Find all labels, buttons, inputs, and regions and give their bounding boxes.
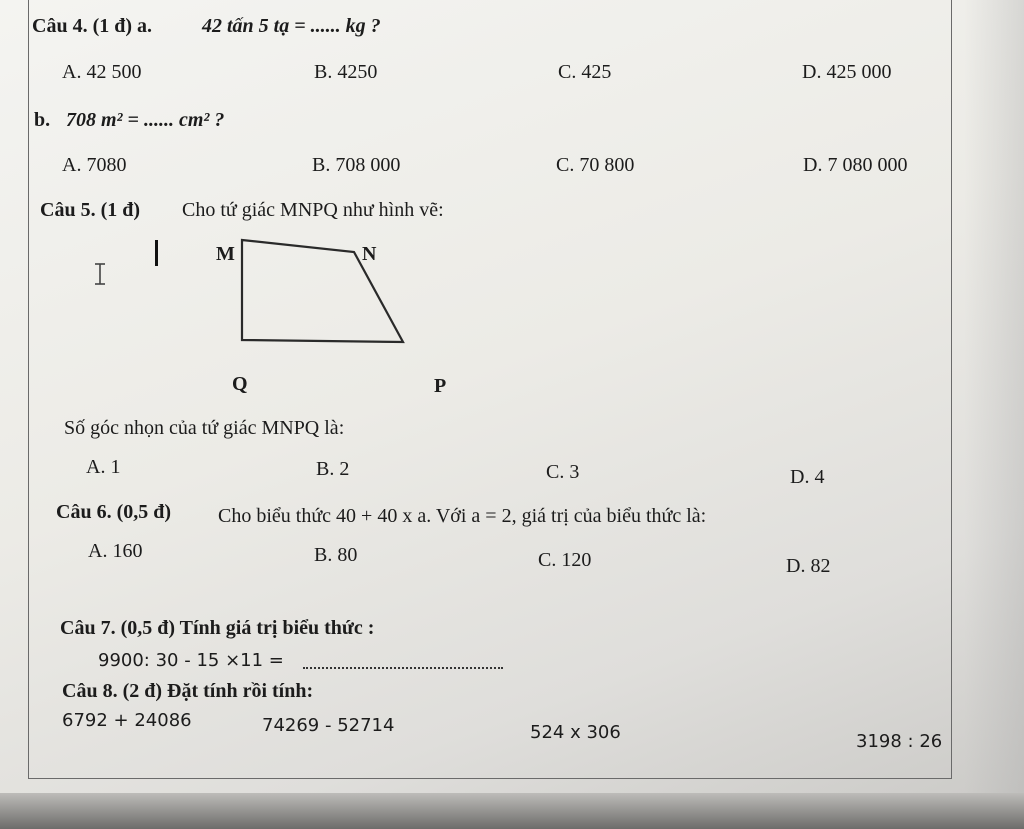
q8-title: Câu 8. (2 đ) Đặt tính rồi tính:	[62, 680, 314, 702]
q8-exercise-2: 74269 - 52714	[262, 715, 395, 736]
quadrilateral-shape	[242, 240, 403, 342]
q6-option-b: B. 80	[314, 544, 358, 566]
q4-title: Câu 4. (1 đ) a.	[32, 15, 153, 37]
q4-b-prefix: b.	[34, 109, 51, 131]
q4a-option-a: A. 42 500	[62, 61, 142, 83]
q8-exercise-3: 524 x 306	[530, 722, 621, 743]
q6-text: Cho biểu thức 40 + 40 x a. Với a = 2, giá trị của biểu thức là:	[218, 505, 707, 527]
vertex-label-m: M	[216, 243, 235, 265]
q4a-option-b: B. 4250	[314, 61, 378, 83]
vertex-label-n: N	[362, 243, 377, 265]
q4b-option-a: A. 7080	[62, 154, 127, 176]
q4b-option-b: B. 708 000	[312, 154, 401, 176]
monitor-bezel	[0, 793, 1024, 829]
q8-exercise-4: 3198 : 26	[856, 731, 943, 752]
q5-title: Câu 5. (1 đ)	[40, 199, 141, 221]
q6-title: Câu 6. (0,5 đ)	[56, 501, 172, 523]
q4-question-b: 708 m² = ...... cm² ?	[66, 109, 225, 131]
q5-option-d: D. 4	[790, 466, 825, 488]
vertex-label-p: P	[434, 375, 447, 397]
q4b-option-c: C. 70 800	[556, 154, 635, 176]
q5-text: Cho tứ giác MNPQ như hình vẽ:	[182, 199, 444, 221]
q6-option-c: C. 120	[538, 549, 592, 571]
q7-title: Câu 7. (0,5 đ) Tính giá trị biểu thức :	[60, 617, 375, 639]
q5-question: Số góc nhọn của tứ giác MNPQ là:	[64, 417, 345, 439]
q6-option-a: A. 160	[88, 540, 143, 562]
q5-option-b: B. 2	[316, 458, 350, 480]
q7-answer-line	[303, 667, 503, 669]
q5-option-a: A. 1	[86, 456, 121, 478]
vertex-label-q: Q	[232, 373, 248, 395]
q4b-option-d: D. 7 080 000	[803, 154, 908, 176]
q4-question-a: 42 tấn 5 tạ = ...... kg ?	[202, 15, 381, 37]
q8-exercise-1: 6792 + 24086	[62, 710, 192, 731]
q4a-option-c: C. 425	[558, 61, 612, 83]
q7-expression: 9900: 30 - 15 ×11 =	[98, 650, 284, 671]
q5-option-c: C. 3	[546, 461, 580, 483]
q6-option-d: D. 82	[786, 555, 831, 577]
q4a-option-d: D. 425 000	[802, 61, 892, 83]
